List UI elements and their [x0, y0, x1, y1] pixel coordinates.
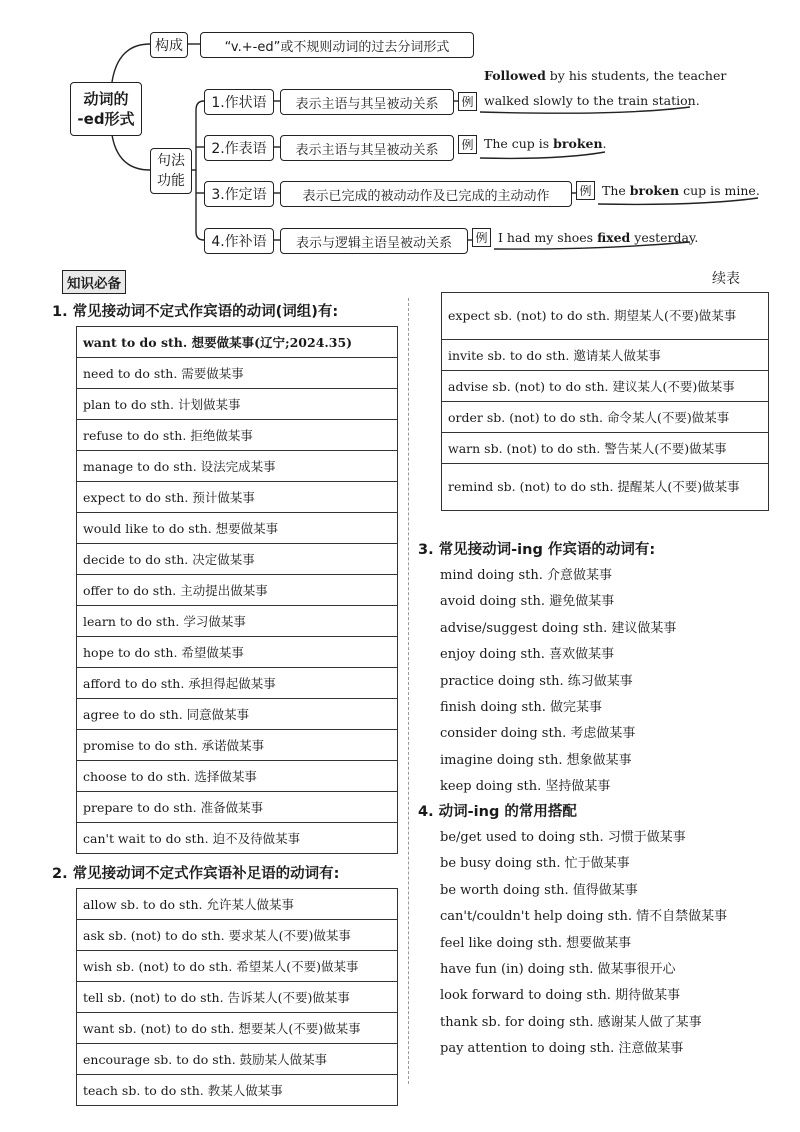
table-cell [442, 340, 769, 371]
phrase-en: can't wait to do sth. [83, 831, 209, 846]
example-2-pre: The cup is [484, 136, 554, 151]
table-row [442, 433, 769, 464]
function-name-2: 2.作表语 [204, 135, 274, 161]
table-cell [77, 920, 398, 951]
phrase-zh: 期望某人(不要)做某事 [614, 308, 737, 323]
function-desc-3: 表示已完成的被动动作及已完成的主动动作 [280, 181, 572, 207]
table-row [77, 327, 398, 358]
table-cell [77, 482, 398, 513]
table-row [77, 792, 398, 823]
function-desc-4: 表示与逻辑主语呈被动关系 [280, 228, 468, 254]
table-row [77, 420, 398, 451]
phrase-en: decide to do sth. [83, 552, 189, 567]
list-item: finish doing sth. 做完某事 [440, 700, 603, 715]
composition-desc: “v.+-ed”或不规则动词的过去分词形式 [200, 32, 474, 58]
table-cell [77, 699, 398, 730]
continued-label: 续表 [712, 271, 740, 287]
phrase-en: need to do sth. [83, 366, 178, 381]
example-2-post: . [602, 136, 607, 151]
composition-label: 构成 [150, 32, 188, 58]
phrase-zh: 希望做某事 [181, 645, 244, 660]
table-cell [77, 358, 398, 389]
table-cell [77, 544, 398, 575]
phrase-zh: 计划做某事 [177, 397, 241, 412]
function-label-line1: 句法 [157, 153, 185, 169]
phrase-en: offer to do sth. [83, 583, 177, 598]
table-cell [77, 513, 398, 544]
table-cell [77, 1013, 398, 1044]
table-row [77, 951, 398, 982]
section2-heading: 2. 常见接动词不定式作宾语补足语的动词有: [52, 866, 340, 882]
table-row [77, 1013, 398, 1044]
table-row [77, 513, 398, 544]
phrase-en: warn sb. (not) to do sth. [448, 441, 601, 456]
table-row [77, 358, 398, 389]
phrase-zh: 希望某人(不要)做某事 [236, 959, 359, 974]
table-cell [77, 889, 398, 920]
phrase-zh: 要求某人(不要)做某事 [228, 928, 351, 943]
phrase-zh: 学习做某事 [183, 614, 246, 629]
phrase-zh: 教某人做某事 [207, 1083, 283, 1098]
table-row [77, 575, 398, 606]
table-cell [442, 402, 769, 433]
phrase-en: refuse to do sth. [83, 428, 187, 443]
table-row [77, 761, 398, 792]
function-name-1: 1.作状语 [204, 89, 274, 115]
phrase-en: allow sb. to do sth. [83, 897, 203, 912]
phrase-zh: 承担得起做某事 [188, 676, 276, 691]
mindmap-main-node [70, 82, 142, 136]
section2-table [76, 888, 398, 1106]
phrase-zh: 想要做某事 [215, 521, 279, 536]
phrase-zh: 建议某人(不要)做某事 [612, 379, 735, 394]
phrase-zh: 主动提出做某事 [180, 583, 268, 598]
phrase-en: wish sb. (not) to do sth. [83, 959, 233, 974]
main-node-line2: -ed形式 [77, 110, 135, 128]
table-cell [77, 575, 398, 606]
knowledge-label: 知识必备 [62, 270, 126, 294]
phrase-zh: 迫不及待做某事 [212, 831, 301, 846]
phrase-en: expect to do sth. [83, 490, 189, 505]
table-cell [77, 637, 398, 668]
phrase-en: expect sb. (not) to do sth. [448, 308, 611, 323]
phrase-zh: 设法完成某事 [200, 459, 276, 474]
example-1-line2: walked slowly to the train station. [484, 93, 700, 108]
example-3-bold: broken [629, 183, 680, 198]
phrase-en: want to do sth. [83, 335, 188, 350]
phrase-en: agree to do sth. [83, 707, 183, 722]
phrase-en: choose to do sth. [83, 769, 191, 784]
phrase-zh: 承诺做某事 [201, 738, 265, 753]
list-item: have fun (in) doing sth. 做某事很开心 [440, 962, 676, 977]
table-row [77, 699, 398, 730]
section1-table [76, 326, 398, 854]
list-item: look forward to doing sth. 期待做某事 [440, 988, 681, 1004]
table-cell [77, 761, 398, 792]
example-3-post: cup is mine. [679, 183, 760, 198]
main-node-line1: 动词的 [83, 90, 129, 108]
example-3 [602, 183, 760, 198]
example-4 [498, 230, 698, 245]
function-desc-1: 表示主语与其呈被动关系 [280, 89, 454, 115]
phrase-zh: 告诉某人(不要)做某事 [227, 990, 350, 1005]
phrase-en: ask sb. (not) to do sth. [83, 928, 225, 943]
list-item: practice doing sth. 练习做某事 [440, 673, 633, 689]
example-tag-4: 例 [472, 228, 491, 247]
phrase-zh: 准备做某事 [200, 800, 264, 815]
phrase-zh: 提醒某人(不要)做某事 [617, 479, 740, 494]
phrase-zh: 邀请某人做某事 [573, 348, 661, 363]
function-name-4: 4.作补语 [204, 228, 274, 254]
table-cell [77, 792, 398, 823]
table-row [442, 293, 769, 340]
phrase-zh: 允许某人做某事 [206, 897, 294, 912]
phrase-zh: 想要某人(不要)做某事 [238, 1021, 361, 1036]
phrase-en: promise to do sth. [83, 738, 198, 753]
table-row [77, 544, 398, 575]
phrase-zh: 决定做某事 [192, 552, 255, 567]
phrase-zh: 鼓励某人做某事 [239, 1052, 328, 1067]
list-item: mind doing sth. 介意做某事 [440, 568, 612, 583]
list-item: advise/suggest doing sth. 建议做某事 [440, 620, 677, 636]
phrase-en: invite sb. to do sth. [448, 348, 570, 363]
example-2 [484, 136, 607, 151]
example-2-bold: broken [553, 136, 603, 151]
table-cell [77, 420, 398, 451]
table-cell [442, 293, 769, 340]
table-cell [442, 464, 769, 511]
table-row [77, 482, 398, 513]
table-row [442, 340, 769, 371]
table-row [77, 451, 398, 482]
example-4-pre: I had my shoes [498, 230, 598, 245]
table-row [77, 606, 398, 637]
table-cell [77, 823, 398, 854]
table-row [77, 823, 398, 854]
table-cell [77, 1075, 398, 1106]
table-cell [77, 389, 398, 420]
phrase-en: teach sb. to do sth. [83, 1083, 204, 1098]
list-item: enjoy doing sth. 喜欢做某事 [440, 647, 615, 663]
table-row [442, 402, 769, 433]
table-cell [77, 730, 398, 761]
list-item: be/get used to doing sth. 习惯于做某事 [440, 830, 686, 845]
phrase-en: advise sb. (not) to do sth. [448, 379, 609, 394]
column-divider [408, 298, 410, 1084]
table-cell [442, 433, 769, 464]
list-item: thank sb. for doing sth. 感谢某人做了某事 [440, 1014, 702, 1030]
list-item: consider doing sth. 考虑做某事 [440, 726, 636, 742]
list-item: avoid doing sth. 避免做某事 [440, 594, 615, 610]
list-item: be worth doing sth. 值得做某事 [440, 882, 638, 898]
table-row [77, 730, 398, 761]
table-cell [77, 982, 398, 1013]
table-cell [77, 606, 398, 637]
function-name-3: 3.作定语 [204, 181, 274, 207]
example-4-post: yesterday. [630, 230, 699, 245]
table-cell [442, 371, 769, 402]
table-row [77, 637, 398, 668]
example-tag-1: 例 [458, 92, 477, 111]
table-cell [77, 451, 398, 482]
example-tag-3: 例 [576, 181, 595, 200]
phrase-en: encourage sb. to do sth. [83, 1052, 236, 1067]
list-item: be busy doing sth. 忙于做某事 [440, 856, 630, 872]
example-1-rest: by his students, the teacher [545, 68, 727, 83]
table-row [77, 920, 398, 951]
function-label [150, 148, 192, 194]
table-row [77, 668, 398, 699]
list-item: keep doing sth. 坚持做某事 [440, 779, 611, 795]
section4-heading: 4. 动词-ing 的常用搭配 [418, 804, 577, 820]
table-row [77, 1044, 398, 1075]
table-row [77, 982, 398, 1013]
example-4-bold: fixed [597, 230, 631, 245]
phrase-en: tell sb. (not) to do sth. [83, 990, 224, 1005]
phrase-zh: 拒绝做某事 [190, 428, 253, 443]
example-tag-2: 例 [458, 135, 477, 154]
table-row [77, 889, 398, 920]
table-row [77, 389, 398, 420]
table-cell [77, 327, 398, 358]
example-3-pre: The [602, 183, 630, 198]
list-item: can't/couldn't help doing sth. 情不自禁做某事 [440, 909, 728, 925]
section1-heading: 1. 常见接动词不定式作宾语的动词(词组)有: [52, 304, 339, 320]
section3-heading: 3. 常见接动词-ing 作宾语的动词有: [418, 542, 656, 558]
phrase-zh: 需要做某事 [181, 366, 244, 381]
section2-continued-table [441, 292, 769, 511]
list-item: imagine doing sth. 想象做某事 [440, 752, 632, 768]
phrase-en: remind sb. (not) to do sth. [448, 479, 614, 494]
table-row [442, 464, 769, 511]
phrase-en: would like to do sth. [83, 521, 212, 536]
phrase-zh: 想要做某事(辽宁;2024.35) [191, 335, 353, 350]
phrase-zh: 预计做某事 [192, 490, 255, 505]
phrase-zh: 同意做某事 [186, 707, 250, 722]
table-cell [77, 951, 398, 982]
phrase-en: learn to do sth. [83, 614, 180, 629]
example-1-line1 [484, 68, 726, 83]
list-item: feel like doing sth. 想要做某事 [440, 935, 632, 951]
phrase-en: manage to do sth. [83, 459, 197, 474]
table-row [77, 1075, 398, 1106]
table-cell [77, 1044, 398, 1075]
phrase-zh: 命令某人(不要)做某事 [607, 410, 730, 425]
list-item: pay attention to doing sth. 注意做某事 [440, 1041, 684, 1057]
phrase-en: hope to do sth. [83, 645, 178, 660]
phrase-en: want sb. (not) to do sth. [83, 1021, 235, 1036]
phrase-en: plan to do sth. [83, 397, 174, 412]
example-1-bold: Followed [484, 68, 546, 83]
phrase-en: afford to do sth. [83, 676, 185, 691]
table-cell [77, 668, 398, 699]
phrase-zh: 警告某人(不要)做某事 [604, 441, 727, 456]
phrase-zh: 选择做某事 [194, 769, 257, 784]
table-row [442, 371, 769, 402]
function-desc-2: 表示主语与其呈被动关系 [280, 135, 454, 161]
phrase-en: prepare to do sth. [83, 800, 197, 815]
function-label-line2: 功能 [157, 173, 185, 189]
phrase-en: order sb. (not) to do sth. [448, 410, 604, 425]
